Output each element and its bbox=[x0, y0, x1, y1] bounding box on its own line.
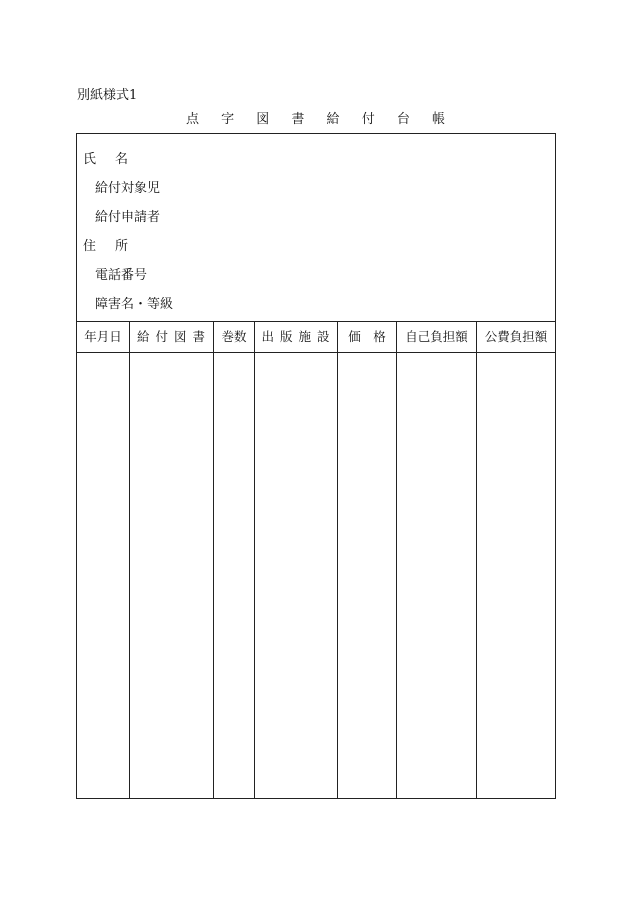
ledger-table bbox=[76, 133, 556, 799]
table-header-row bbox=[77, 321, 555, 353]
applicant-info-section bbox=[77, 134, 555, 322]
header-date: 年月日 bbox=[84, 329, 122, 344]
header-price: 価 格 bbox=[348, 329, 386, 344]
applicant-label: 給付申請者 bbox=[95, 210, 161, 225]
page-title: 点 字 図 書 給 付 台 帳 bbox=[186, 112, 454, 127]
header-book: 給 付 図 書 bbox=[137, 329, 206, 344]
recipient-label: 給付対象児 bbox=[95, 181, 161, 196]
header-volumes: 巻数 bbox=[221, 329, 247, 344]
address-label: 住 所 bbox=[83, 239, 132, 254]
header-self-pay: 自己負担額 bbox=[405, 329, 468, 344]
table-body bbox=[77, 353, 555, 798]
header-publisher: 出 版 施 設 bbox=[261, 329, 331, 344]
phone-label: 電話番号 bbox=[95, 268, 148, 283]
form-label: 別紙様式1 bbox=[77, 88, 138, 103]
name-label: 氏 名 bbox=[83, 152, 132, 167]
disability-label: 障害名・等級 bbox=[95, 297, 174, 312]
header-public-pay: 公費負担額 bbox=[484, 329, 548, 344]
